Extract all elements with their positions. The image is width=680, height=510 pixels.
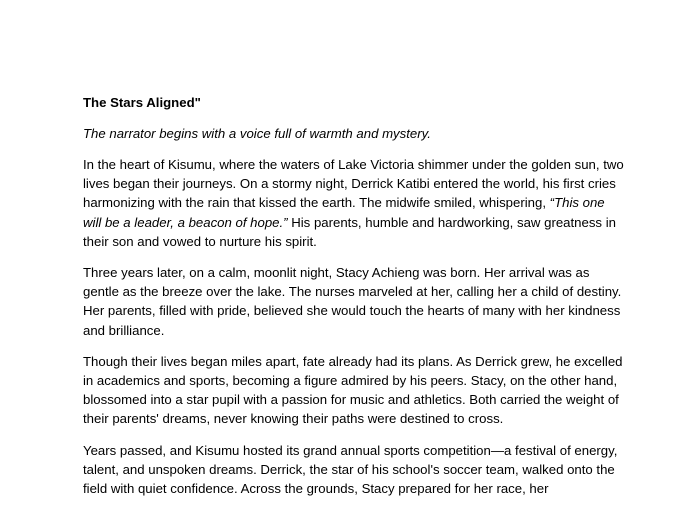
paragraph-line: Her parents, filled with pride, believed she would touch the hearts of many with her kindness <box>83 303 621 319</box>
paragraph-line: Years passed, and Kisumu hosted its grand annual sports competition—a festival of energy, <box>83 442 618 458</box>
document-title: The Stars Aligned" <box>83 95 201 110</box>
paragraph-line: field with quiet confidence. Across the grounds, Stacy prepared for her race, her <box>83 481 549 497</box>
paragraph-line <box>83 193 603 212</box>
paragraph-line: gentle as the breeze over the lake. The nurses marveled at her, calling her a child of destiny. <box>83 284 622 300</box>
paragraph-sports-competition <box>83 441 618 499</box>
midwife-quote-end: will be a leader, a beacon of hope.” <box>83 214 288 230</box>
paragraph-line: talent, and unspoken dreams. Derrick, the star of his school's soccer team, walked onto the <box>83 461 615 477</box>
paragraph-line-text: harmonizing with the rain that kissed the earth. The midwife smiled, whispering, <box>83 195 550 211</box>
paragraph-line: Three years later, on a calm, moonlit night, Stacy Achieng was born. Her arrival was as <box>83 265 590 281</box>
paragraph-line: in academics and sports, becoming a figure admired by his peers. Stacy, on the other hand, <box>83 373 618 389</box>
paragraph-growing-up <box>83 352 623 429</box>
paragraph-line: their son and vowed to nurture his spirit. <box>83 233 317 249</box>
document-body <box>83 93 624 510</box>
paragraph-line <box>83 213 616 232</box>
paragraph-birth-derrick <box>83 155 624 251</box>
paragraph-line: Though their lives began miles apart, fate already had its plans. As Derrick grew, he excelled <box>83 353 623 369</box>
paragraph-birth-stacy <box>83 263 622 340</box>
paragraph-line-text: His parents, humble and hardworking, saw greatness in <box>287 214 616 230</box>
paragraph-line: lives began their journeys. On a stormy night, Derrick Katibi entered the world, his first cries <box>83 176 616 192</box>
narrator-intro: The narrator begins with a voice full of warmth and mystery. <box>83 126 431 141</box>
paragraph-line: their parents' dreams, never knowing their paths were destined to cross. <box>83 411 504 427</box>
paragraph-line: blossomed into a star pupil with a passion for music and athletics. Both carried the weight of <box>83 392 619 408</box>
midwife-quote-start: “This one <box>549 195 605 211</box>
paragraph-line: and brilliance. <box>83 322 165 338</box>
paragraph-line: In the heart of Kisumu, where the waters of Lake Victoria shimmer under the golden sun, two <box>83 157 624 172</box>
